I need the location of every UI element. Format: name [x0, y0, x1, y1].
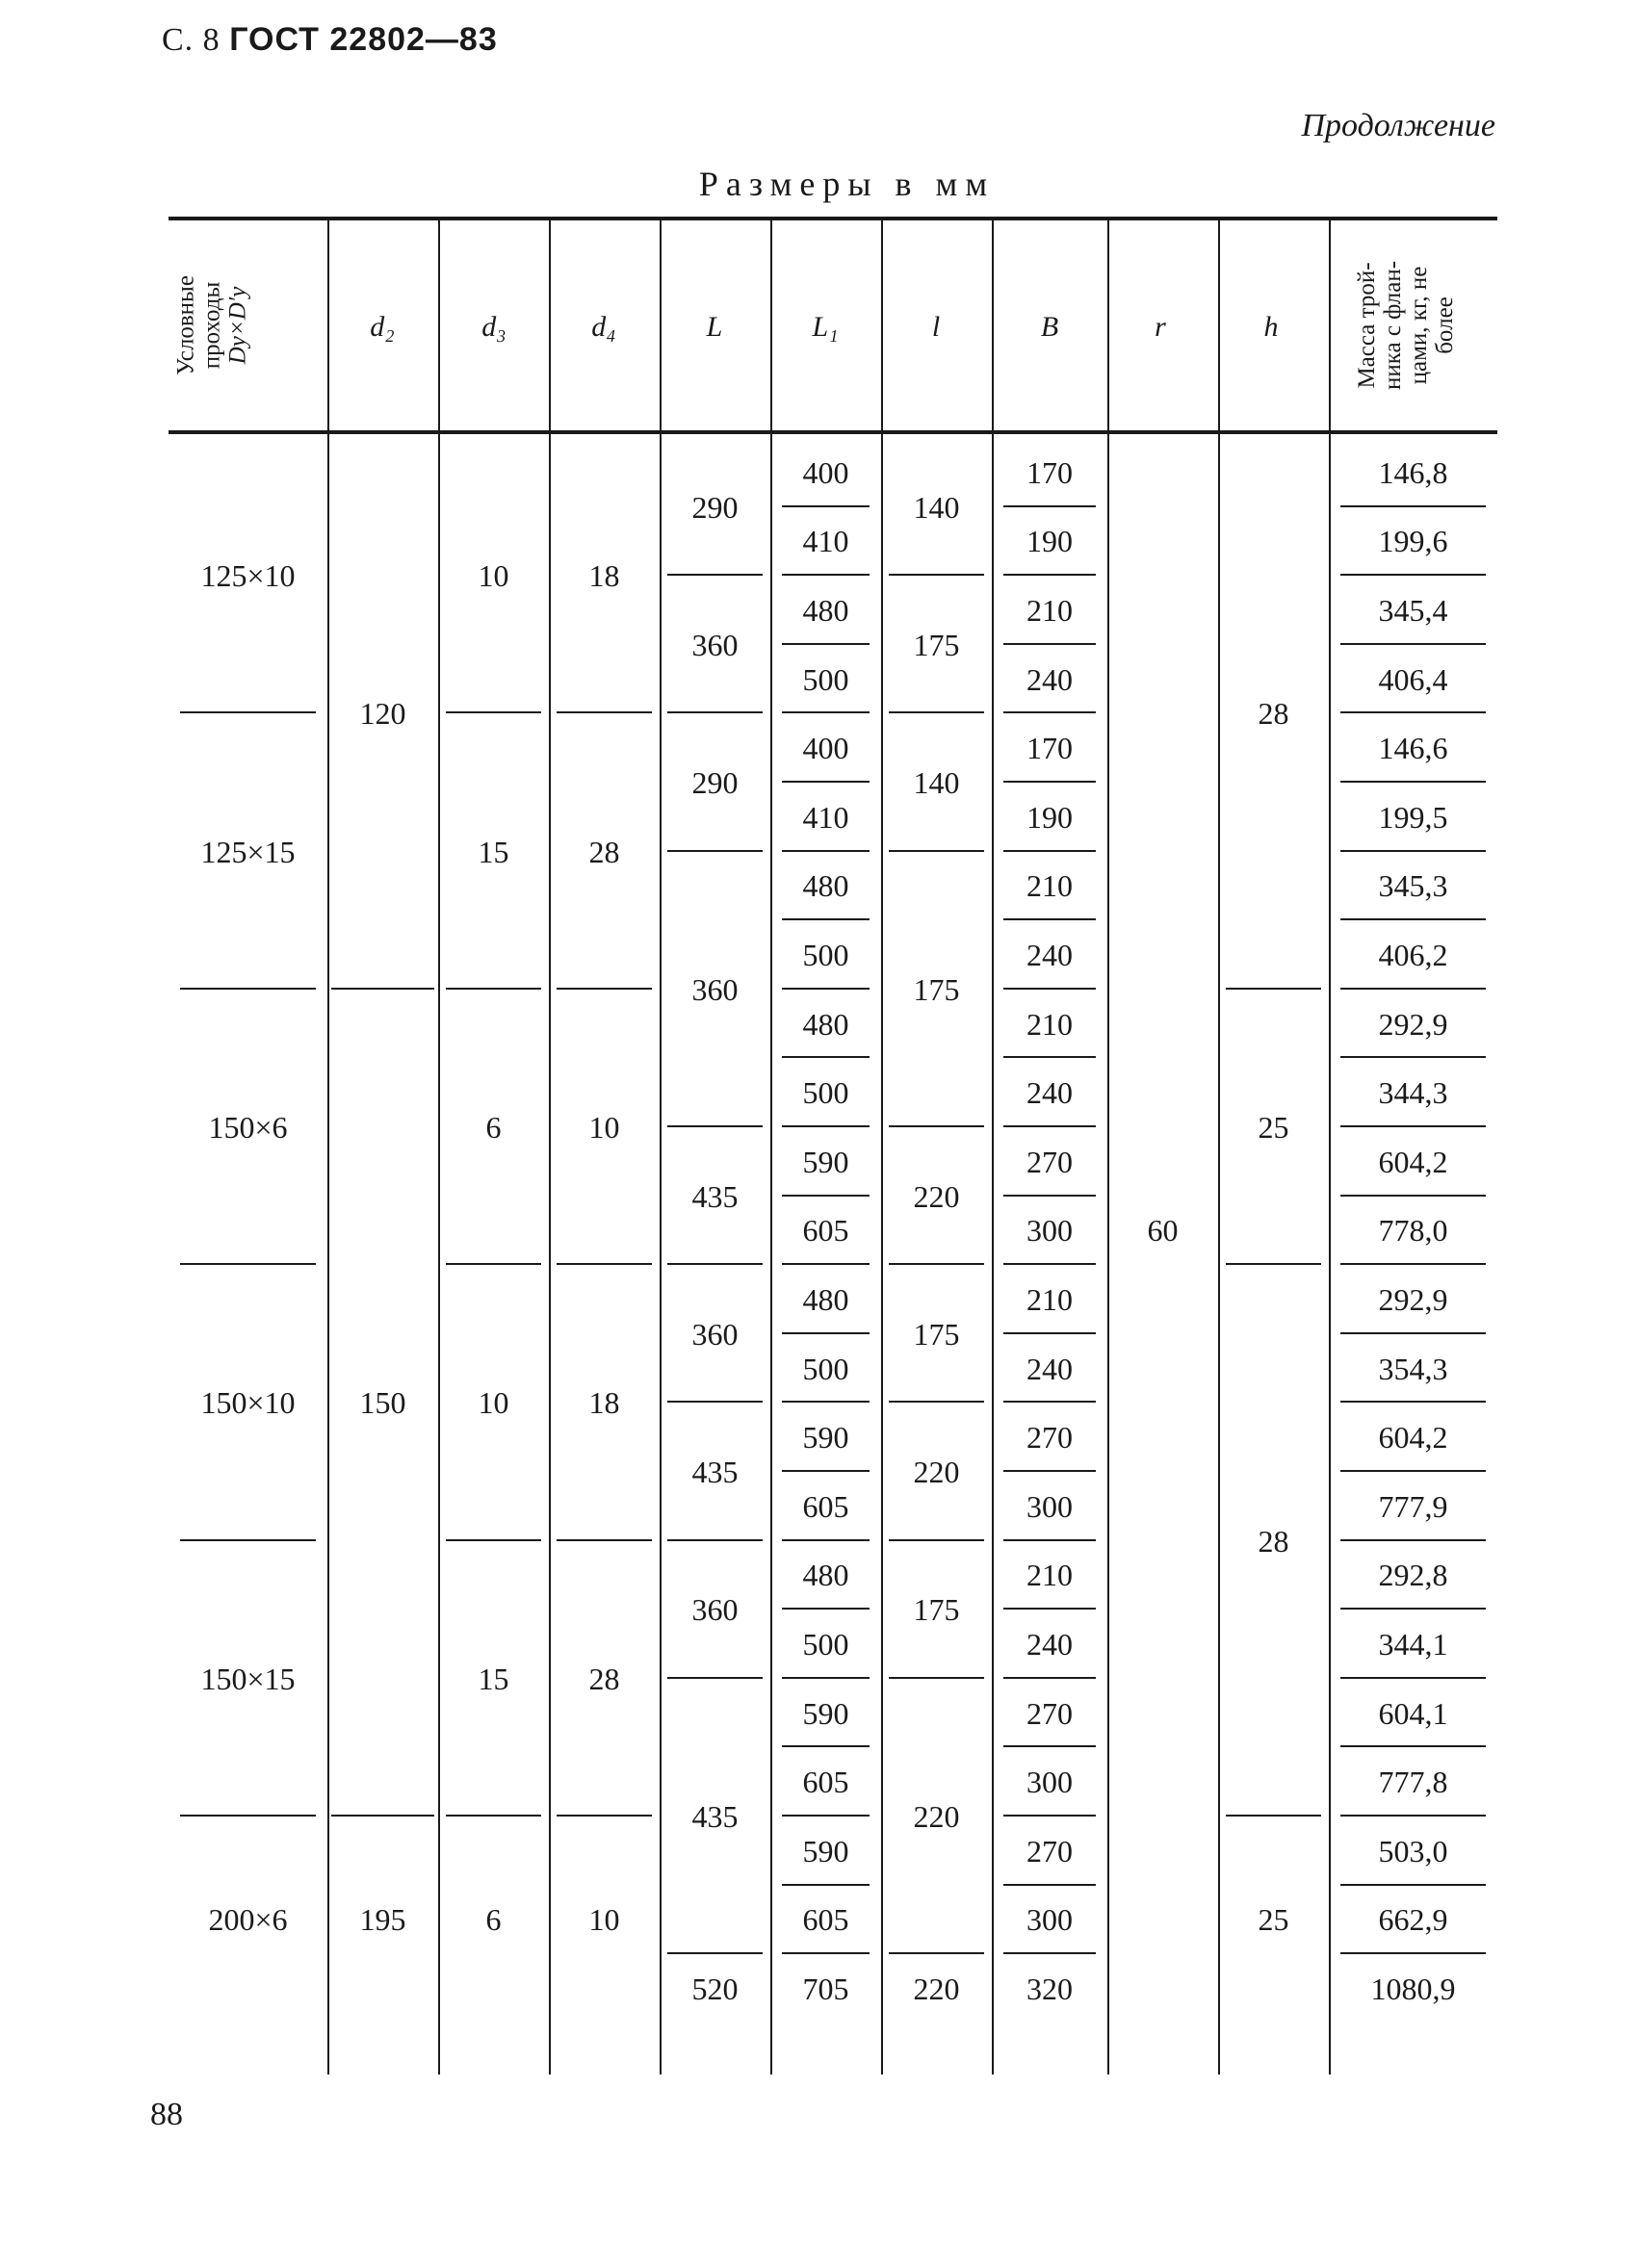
L1-cell-underline: [782, 1745, 870, 1747]
L1-cell: 500: [802, 661, 849, 697]
B-cell-underline: [1003, 1539, 1096, 1541]
column-divider: [438, 217, 440, 2075]
d4-cell: 10: [588, 1110, 620, 1145]
d4-cell: 10: [588, 1902, 620, 1938]
L-cell: 290: [691, 489, 739, 525]
B-cell: 320: [1026, 1972, 1073, 2006]
L1-cell: 605: [802, 1902, 849, 1938]
B-cell-underline: [1003, 1125, 1096, 1127]
l-cell-separator: [889, 711, 984, 713]
header-mass-line3: цами, кг, не: [1406, 266, 1432, 385]
mass-cell-underline: [1340, 1884, 1486, 1886]
B-cell: 270: [1026, 1420, 1073, 1456]
L-cell: 360: [691, 971, 739, 1007]
L-cell-separator: [667, 850, 763, 852]
mass-cell: 1080,9: [1370, 1972, 1456, 2006]
d4-cell: 18: [588, 558, 620, 594]
B-cell: 210: [1026, 1282, 1073, 1317]
h-cell: 28: [1258, 1523, 1289, 1559]
L1-cell-underline: [782, 1952, 870, 1954]
column-divider: [992, 217, 994, 2075]
mass-cell-underline: [1340, 1125, 1486, 1127]
L1-cell-underline: [782, 1539, 870, 1541]
L-cell-separator: [667, 1263, 763, 1265]
header-mass-line2: ника с флан-: [1380, 260, 1406, 391]
d2-cell-separator: [331, 1815, 434, 1817]
pass-cell-separator: [180, 1263, 316, 1265]
L1-cell-underline: [782, 918, 870, 920]
l-cell: 175: [913, 1316, 960, 1352]
B-cell: 210: [1026, 868, 1073, 904]
r-cell: 60: [1147, 1213, 1179, 1249]
L-cell-separator: [667, 574, 763, 576]
B-cell-underline: [1003, 918, 1096, 920]
d4-cell-separator: [557, 1263, 652, 1265]
d2-cell-separator: [331, 988, 434, 990]
L-cell-separator: [667, 1539, 763, 1541]
B-cell: 190: [1026, 524, 1073, 559]
mass-cell-underline: [1340, 1608, 1486, 1610]
header-mass-line1: Масса трой-: [1354, 262, 1380, 389]
L1-cell: 605: [802, 1488, 849, 1524]
mass-cell: 146,8: [1378, 454, 1448, 490]
mass-cell: 778,0: [1378, 1213, 1448, 1249]
page-label: С. 8: [162, 22, 221, 58]
h-cell-separator: [1226, 1815, 1321, 1817]
l-cell-separator: [889, 1539, 984, 1541]
L-cell: 360: [691, 1592, 739, 1628]
B-cell: 270: [1026, 1144, 1073, 1179]
d3-cell: 10: [478, 558, 509, 594]
d3-cell: 6: [485, 1110, 502, 1145]
column-divider: [881, 217, 883, 2075]
L1-cell: 500: [802, 1351, 849, 1386]
pass-cell: 150×10: [200, 1385, 296, 1421]
L1-cell-underline: [782, 781, 870, 783]
pass-cell: 150×6: [208, 1110, 288, 1145]
B-cell-underline: [1003, 1745, 1096, 1747]
pass-cell: 150×15: [200, 1661, 296, 1696]
B-cell: 170: [1026, 731, 1073, 766]
L1-cell: 410: [802, 524, 849, 559]
continuation-label: Продолжение: [1301, 108, 1495, 143]
pass-cell: 125×10: [200, 558, 296, 594]
mass-cell: 199,6: [1378, 524, 1448, 559]
h-cell: 25: [1258, 1902, 1289, 1938]
l-cell: 140: [913, 489, 960, 525]
column-divider: [1218, 217, 1220, 2075]
L-cell: 435: [691, 1178, 739, 1214]
column-divider: [1329, 217, 1331, 2075]
d4-cell-separator: [557, 711, 652, 713]
mass-cell: 292,8: [1378, 1558, 1448, 1593]
B-cell: 210: [1026, 593, 1073, 628]
l-cell: 175: [913, 971, 960, 1007]
L1-cell-underline: [782, 1815, 870, 1817]
L-cell: 360: [691, 627, 739, 662]
d2-cell: 150: [359, 1385, 406, 1421]
l-cell: 220: [913, 1178, 960, 1214]
mass-cell-underline: [1340, 1745, 1486, 1747]
h-cell-separator: [1226, 1263, 1321, 1265]
d3-cell-separator: [446, 988, 541, 990]
column-divider: [327, 217, 329, 2075]
l-cell-separator: [889, 1125, 984, 1127]
d2-cell: 120: [359, 696, 406, 732]
mass-cell-underline: [1340, 988, 1486, 990]
L1-cell-underline: [782, 1608, 870, 1610]
B-cell: 190: [1026, 799, 1073, 835]
B-cell: 210: [1026, 1006, 1073, 1042]
mass-cell: 777,9: [1378, 1488, 1448, 1524]
l-cell: 175: [913, 627, 960, 662]
header-d3: d₃: [481, 311, 506, 343]
header-l: l: [931, 311, 941, 343]
L1-cell-underline: [782, 1056, 870, 1058]
d3-cell-separator: [446, 711, 541, 713]
mass-cell-underline: [1340, 1952, 1486, 1954]
B-cell: 300: [1026, 1765, 1073, 1800]
L1-cell-underline: [782, 1263, 870, 1265]
L1-cell: 590: [802, 1144, 849, 1179]
mass-cell-underline: [1340, 1815, 1486, 1817]
L1-cell-underline: [782, 1470, 870, 1472]
l-cell: 220: [913, 1972, 960, 2006]
header-L: L: [706, 311, 723, 343]
mass-cell: 503,0: [1378, 1833, 1448, 1869]
l-cell-separator: [889, 1952, 984, 1954]
L1-cell-underline: [782, 1401, 870, 1403]
mass-cell: 292,9: [1378, 1282, 1448, 1317]
mass-cell: 777,8: [1378, 1765, 1448, 1800]
mass-cell-underline: [1340, 1195, 1486, 1197]
B-cell: 210: [1026, 1558, 1073, 1593]
L1-cell: 410: [802, 799, 849, 835]
h-cell: 28: [1258, 696, 1289, 732]
d3-cell-separator: [446, 1815, 541, 1817]
header-d4: d₄: [591, 311, 616, 343]
d4-cell: 28: [588, 834, 620, 869]
L1-cell: 500: [802, 1627, 849, 1662]
B-cell: 270: [1026, 1833, 1073, 1869]
mass-cell-underline: [1340, 574, 1486, 576]
mass-cell-underline: [1340, 1539, 1486, 1541]
B-cell: 300: [1026, 1488, 1073, 1524]
header-passes: [173, 275, 251, 375]
d4-cell: 28: [588, 1661, 620, 1696]
L1-cell-underline: [782, 505, 870, 507]
h-cell: 25: [1258, 1110, 1289, 1145]
B-cell-underline: [1003, 850, 1096, 852]
header-h: h: [1263, 311, 1279, 343]
page-number: 88: [150, 2097, 183, 2132]
B-cell: 300: [1026, 1902, 1073, 1938]
B-cell-underline: [1003, 781, 1096, 783]
B-cell: 240: [1026, 1351, 1073, 1386]
d2-cell: 195: [359, 1902, 406, 1938]
standard-number: ГОСТ 22802—83: [229, 21, 498, 58]
column-divider: [770, 217, 772, 2075]
mass-cell-underline: [1340, 1401, 1486, 1403]
B-cell-underline: [1003, 1952, 1096, 1954]
L1-cell-underline: [782, 1677, 870, 1679]
table-header-rule: [169, 430, 1497, 434]
mass-cell: 292,9: [1378, 1006, 1448, 1042]
mass-cell-underline: [1340, 781, 1486, 783]
mass-cell: 344,1: [1378, 1627, 1448, 1662]
B-cell: 240: [1026, 661, 1073, 697]
mass-cell-underline: [1340, 918, 1486, 920]
L1-cell-underline: [782, 711, 870, 713]
L1-cell: 400: [802, 454, 849, 490]
pass-cell-separator: [180, 988, 316, 990]
B-cell-underline: [1003, 1815, 1096, 1817]
pass-cell-separator: [180, 1815, 316, 1817]
header-passes-line3: Dу×D′у: [224, 286, 251, 365]
B-cell-underline: [1003, 1401, 1096, 1403]
mass-cell: 199,5: [1378, 799, 1448, 835]
L-cell: 435: [691, 1799, 739, 1834]
B-cell-underline: [1003, 1884, 1096, 1886]
B-cell-underline: [1003, 643, 1096, 645]
mass-cell-underline: [1340, 1677, 1486, 1679]
l-cell-separator: [889, 574, 984, 576]
B-cell-underline: [1003, 505, 1096, 507]
B-cell-underline: [1003, 1470, 1096, 1472]
L-cell: 435: [691, 1455, 739, 1489]
d3-cell-separator: [446, 1539, 541, 1541]
B-cell-underline: [1003, 1195, 1096, 1197]
d4-cell-separator: [557, 988, 652, 990]
L1-cell: 480: [802, 593, 849, 628]
header-r: r: [1155, 311, 1166, 343]
pass-cell-separator: [180, 711, 316, 713]
mass-cell-underline: [1340, 711, 1486, 713]
L1-cell: 605: [802, 1765, 849, 1800]
L-cell-separator: [667, 1125, 763, 1127]
l-cell-separator: [889, 1677, 984, 1679]
d3-cell: 6: [485, 1902, 502, 1938]
pass-cell-separator: [180, 1539, 316, 1541]
pass-cell: 200×6: [208, 1902, 288, 1938]
mass-cell-underline: [1340, 1263, 1486, 1265]
L1-cell: 605: [802, 1213, 849, 1249]
B-cell-underline: [1003, 1263, 1096, 1265]
header-L1: L₁: [812, 311, 839, 343]
B-cell: 240: [1026, 1075, 1073, 1111]
page-header: [162, 21, 498, 59]
mass-cell: 345,3: [1378, 868, 1448, 904]
L1-cell: 480: [802, 1282, 849, 1317]
d3-cell-separator: [446, 1263, 541, 1265]
L1-cell-underline: [782, 574, 870, 576]
L1-cell: 590: [802, 1420, 849, 1456]
L1-cell-underline: [782, 643, 870, 645]
d4-cell-separator: [557, 1815, 652, 1817]
mass-cell-underline: [1340, 1332, 1486, 1334]
B-cell-underline: [1003, 1608, 1096, 1610]
h-cell-separator: [1226, 988, 1321, 990]
mass-cell-underline: [1340, 850, 1486, 852]
L1-cell-underline: [782, 1884, 870, 1886]
mass-cell: 604,2: [1378, 1144, 1448, 1179]
L1-cell: 480: [802, 1558, 849, 1593]
L-cell: 520: [691, 1972, 739, 2006]
header-passes-line1: Условные: [172, 275, 199, 375]
mass-cell: 344,3: [1378, 1075, 1448, 1111]
l-cell-separator: [889, 850, 984, 852]
L-cell-separator: [667, 1677, 763, 1679]
L1-cell-underline: [782, 1195, 870, 1197]
mass-cell: 406,4: [1378, 661, 1448, 697]
mass-cell: 345,4: [1378, 593, 1448, 628]
header-mass-line4: более: [1432, 296, 1458, 354]
L-cell-separator: [667, 711, 763, 713]
B-cell-underline: [1003, 711, 1096, 713]
L1-cell-underline: [782, 850, 870, 852]
B-cell: 240: [1026, 1627, 1073, 1662]
mass-cell: 146,6: [1378, 731, 1448, 766]
L1-cell-underline: [782, 1332, 870, 1334]
L1-cell: 500: [802, 938, 849, 972]
L-cell: 360: [691, 1316, 739, 1352]
header-B: B: [1040, 311, 1059, 343]
L1-cell: 590: [802, 1695, 849, 1731]
mass-cell: 604,2: [1378, 1420, 1448, 1456]
column-divider: [549, 217, 551, 2075]
mass-cell-underline: [1340, 643, 1486, 645]
L1-cell: 500: [802, 1075, 849, 1111]
l-cell: 140: [913, 765, 960, 800]
L-cell-separator: [667, 1952, 763, 1954]
L1-cell: 400: [802, 731, 849, 766]
d4-cell-separator: [557, 1539, 652, 1541]
L1-cell-underline: [782, 988, 870, 990]
B-cell-underline: [1003, 1056, 1096, 1058]
B-cell: 270: [1026, 1695, 1073, 1731]
mass-cell-underline: [1340, 1470, 1486, 1472]
mass-cell: 354,3: [1378, 1351, 1448, 1386]
L1-cell: 590: [802, 1833, 849, 1869]
l-cell-separator: [889, 1263, 984, 1265]
B-cell: 240: [1026, 938, 1073, 972]
header-d2: d₂: [370, 311, 395, 343]
B-cell-underline: [1003, 574, 1096, 576]
L-cell: 290: [691, 765, 739, 800]
L1-cell: 705: [802, 1972, 849, 2006]
B-cell-underline: [1003, 1677, 1096, 1679]
B-cell-underline: [1003, 988, 1096, 990]
l-cell: 175: [913, 1592, 960, 1628]
d4-cell: 18: [588, 1385, 620, 1421]
mass-cell: 662,9: [1378, 1902, 1448, 1938]
L1-cell-underline: [782, 1125, 870, 1127]
mass-cell: 406,2: [1378, 938, 1448, 972]
mass-cell: 604,1: [1378, 1695, 1448, 1731]
mass-cell-underline: [1340, 505, 1486, 507]
B-cell: 170: [1026, 454, 1073, 490]
B-cell: 300: [1026, 1213, 1073, 1249]
l-cell-separator: [889, 1401, 984, 1403]
header-passes-line2: проходы: [198, 281, 225, 370]
table-top-rule: [169, 217, 1497, 220]
column-divider: [660, 217, 662, 2075]
L-cell-separator: [667, 1401, 763, 1403]
d3-cell: 15: [478, 834, 509, 869]
column-divider: [1107, 217, 1109, 2075]
units-caption: Размеры в мм: [698, 165, 996, 203]
l-cell: 220: [913, 1799, 960, 1834]
B-cell-underline: [1003, 1332, 1096, 1334]
mass-cell-underline: [1340, 1056, 1486, 1058]
l-cell: 220: [913, 1455, 960, 1489]
pass-cell: 125×15: [200, 834, 296, 869]
L1-cell: 480: [802, 1006, 849, 1042]
d3-cell: 10: [478, 1385, 509, 1421]
L1-cell: 480: [802, 868, 849, 904]
d3-cell: 15: [478, 1661, 509, 1696]
header-mass: [1354, 261, 1458, 390]
